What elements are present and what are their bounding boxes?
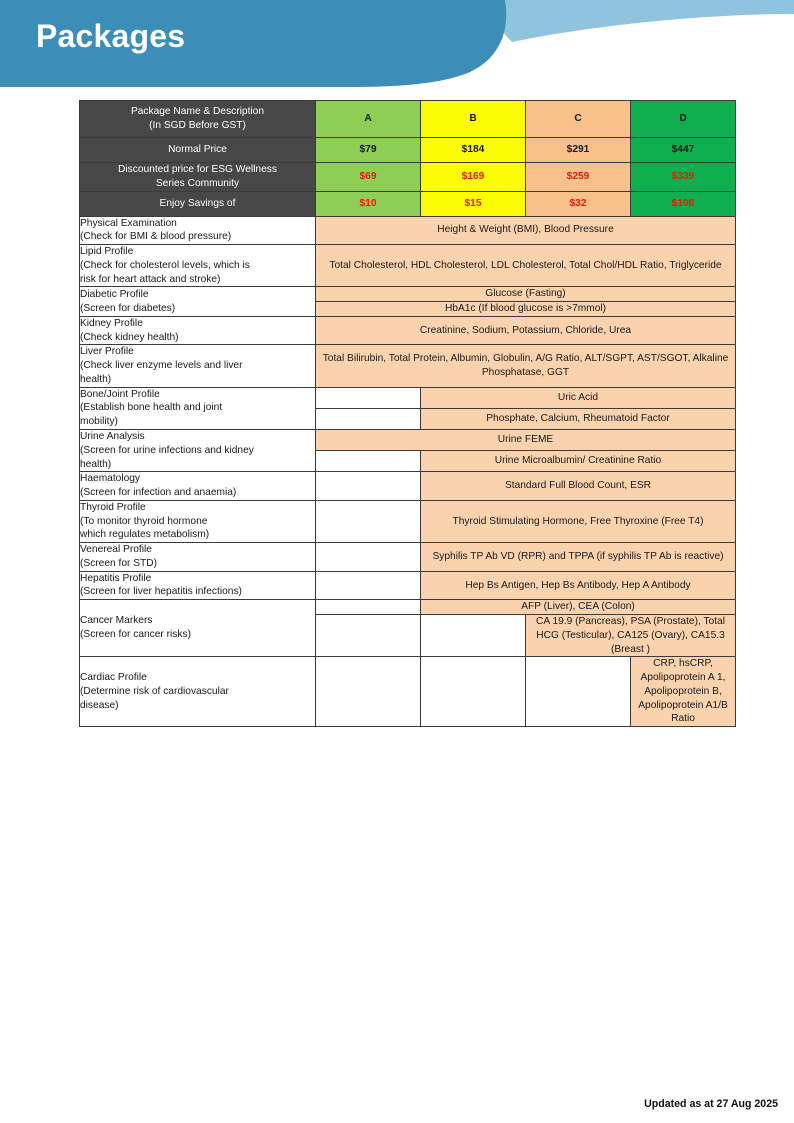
page-banner (0, 0, 794, 92)
empty-cell (526, 657, 631, 727)
empty-cell (316, 543, 421, 572)
test-item-name: Bone/Joint Profile (80, 388, 160, 400)
empty-cell (316, 451, 421, 472)
test-value-cell: Hep Bs Antigen, Hep Bs Antibody, Hep A Antibody (421, 571, 736, 600)
header-label-line: Normal Price (168, 144, 227, 156)
package-price-b: $184 (421, 138, 526, 163)
table-row (80, 657, 736, 727)
empty-cell (421, 614, 526, 656)
test-item-desc: (Determine risk of cardiovascular (80, 685, 229, 697)
test-value-cell: Uric Acid (421, 387, 736, 408)
test-value-cell: Creatinine, Sodium, Potassium, Chloride, Urea (316, 316, 736, 345)
package-price-d: $339 (631, 163, 736, 192)
package-price-c: $291 (526, 138, 631, 163)
package-price-d: $108 (631, 191, 736, 216)
header-label-line: Discounted price for ESG Wellness (118, 164, 277, 175)
test-value-cell: Urine Microalbumin/ Creatinine Ratio (421, 451, 736, 472)
test-item-cell (80, 216, 316, 245)
test-item-desc: (Screen for diabetes) (80, 302, 176, 314)
table-row (80, 472, 736, 501)
packages-table-wrap (79, 100, 735, 727)
table-header-row (80, 138, 736, 163)
test-item-desc: (Screen for STD) (80, 557, 157, 569)
test-item-desc: (Establish bone health and joint (80, 402, 223, 414)
package-price-c: $32 (526, 191, 631, 216)
test-item-desc: mobility) (80, 416, 118, 428)
empty-cell (316, 472, 421, 501)
test-item-desc: (Check for cholesterol levels, which is (80, 259, 250, 271)
table-row (80, 543, 736, 572)
test-item-desc: (Check liver enzyme levels and liver (80, 360, 243, 372)
empty-cell (316, 387, 421, 408)
header-label-line: Package Name & Description (130, 106, 265, 118)
test-item-desc: (Screen for cancer risks) (80, 629, 191, 641)
test-value-cell: HbA1c (If blood glucose is >7mmol) (316, 302, 736, 317)
table-row (80, 387, 736, 408)
test-value-cell: CRP, hsCRP, Apolipoprotein A 1, Apolipoprotein B, Apolipoprotein A1/B Ratio (631, 657, 736, 727)
test-item-desc: (Screen for infection and anaemia) (80, 487, 237, 499)
test-item-desc: risk for heart attack and stroke) (80, 273, 221, 285)
package-price-d: $447 (631, 138, 736, 163)
header-row-label (80, 138, 316, 163)
header-label-line: Series Community (155, 177, 240, 189)
package-price-b: $15 (421, 191, 526, 216)
test-item-name: Urine Analysis (80, 431, 145, 443)
package-price-a: $10 (316, 191, 421, 216)
test-item-cell (80, 543, 316, 572)
test-item-cell (80, 657, 316, 727)
package-column-letter-d: D (631, 101, 736, 138)
table-row (80, 571, 736, 600)
package-column-letter-a: A (316, 101, 421, 138)
test-value-cell: Glucose (Fasting) (316, 287, 736, 302)
table-row (80, 600, 736, 615)
table-row (80, 345, 736, 387)
updated-stamp: Updated as at 27 Aug 2025 (644, 1098, 778, 1110)
test-item-cell (80, 571, 316, 600)
test-item-name: Thyroid Profile (80, 501, 146, 513)
empty-cell (316, 600, 421, 615)
test-item-desc: (Check kidney health) (80, 331, 179, 343)
table-row (80, 287, 736, 302)
test-item-desc: (Check for BMI & blood pressure) (80, 231, 232, 243)
table-header-row (80, 163, 736, 192)
page-title: Packages (36, 18, 186, 54)
package-price-c: $259 (526, 163, 631, 192)
test-item-cell (80, 600, 316, 657)
test-item-name: Kidney Profile (80, 317, 143, 329)
test-item-desc: disease) (80, 699, 119, 711)
package-column-letter-b: B (421, 101, 526, 138)
test-value-cell: Height & Weight (BMI), Blood Pressure (316, 216, 736, 245)
test-item-cell (80, 430, 316, 472)
table-row (80, 245, 736, 287)
test-item-cell (80, 500, 316, 542)
empty-cell (316, 408, 421, 429)
empty-cell (316, 571, 421, 600)
test-item-name: Liver Profile (80, 346, 134, 358)
table-row (80, 430, 736, 451)
packages-table-body (80, 101, 736, 727)
test-value-cell: Syphilis TP Ab VD (RPR) and TPPA (if syphilis TP Ab is reactive) (421, 543, 736, 572)
table-header-row (80, 101, 736, 138)
test-item-desc: (To monitor thyroid hormone (80, 515, 208, 527)
test-item-desc: (Screen for urine infections and kidney (80, 444, 254, 456)
packages-table (79, 100, 736, 727)
test-item-name: Haematology (80, 473, 141, 485)
test-value-cell: Total Cholesterol, HDL Cholesterol, LDL Cholesterol, Total Chol/HDL Ratio, Triglyceride (316, 245, 736, 287)
test-item-desc: health) (80, 458, 112, 470)
empty-cell (316, 500, 421, 542)
package-column-letter-c: C (526, 101, 631, 138)
table-row (80, 216, 736, 245)
test-item-desc: which regulates metabolism) (80, 529, 210, 541)
test-item-cell (80, 245, 316, 287)
header-label-line: Enjoy Savings of (159, 197, 236, 209)
test-item-cell (80, 287, 316, 317)
test-item-cell (80, 316, 316, 345)
header-row-label (80, 101, 316, 138)
test-item-cell (80, 472, 316, 501)
test-value-cell: AFP (Liver), CEA (Colon) (421, 600, 736, 615)
header-label-line: (In SGD Before GST) (149, 120, 246, 131)
test-value-cell: Urine FEME (316, 430, 736, 451)
test-item-cell (80, 387, 316, 429)
empty-cell (421, 657, 526, 727)
empty-cell (316, 614, 421, 656)
test-value-cell: Phosphate, Calcium, Rheumatoid Factor (421, 408, 736, 429)
test-item-name: Cardiac Profile (80, 672, 147, 684)
table-row (80, 316, 736, 345)
test-value-cell: Thyroid Stimulating Hormone, Free Thyroxine (Free T4) (421, 500, 736, 542)
test-item-name: Venereal Profile (80, 544, 152, 556)
test-item-desc: (Screen for liver hepatitis infections) (80, 586, 242, 598)
test-item-name: Cancer Markers (80, 615, 153, 627)
test-item-desc: health) (80, 373, 112, 385)
test-value-cell: Total Bilirubin, Total Protein, Albumin, Globulin, A/G Ratio, ALT/SGPT, AST/SGOT, Alkaline Phosphatase, GGT (316, 345, 736, 387)
package-price-b: $169 (421, 163, 526, 192)
header-row-label (80, 163, 316, 192)
test-item-name: Physical Examination (80, 217, 177, 229)
table-row (80, 500, 736, 542)
test-item-name: Lipid Profile (80, 246, 134, 258)
test-item-name: Diabetic Profile (80, 288, 149, 300)
test-value-cell: Standard Full Blood Count, ESR (421, 472, 736, 501)
package-price-a: $79 (316, 138, 421, 163)
banner-accent-curve (480, 0, 794, 42)
test-item-name: Hepatitis Profile (80, 572, 152, 584)
test-value-cell: CA 19.9 (Pancreas), PSA (Prostate), Total HCG (Testicular), CA125 (Ovary), CA15.3 (Breast ) (526, 614, 736, 656)
package-price-a: $69 (316, 163, 421, 192)
table-header-row (80, 191, 736, 216)
test-item-cell (80, 345, 316, 387)
header-row-label (80, 191, 316, 216)
empty-cell (316, 657, 421, 727)
